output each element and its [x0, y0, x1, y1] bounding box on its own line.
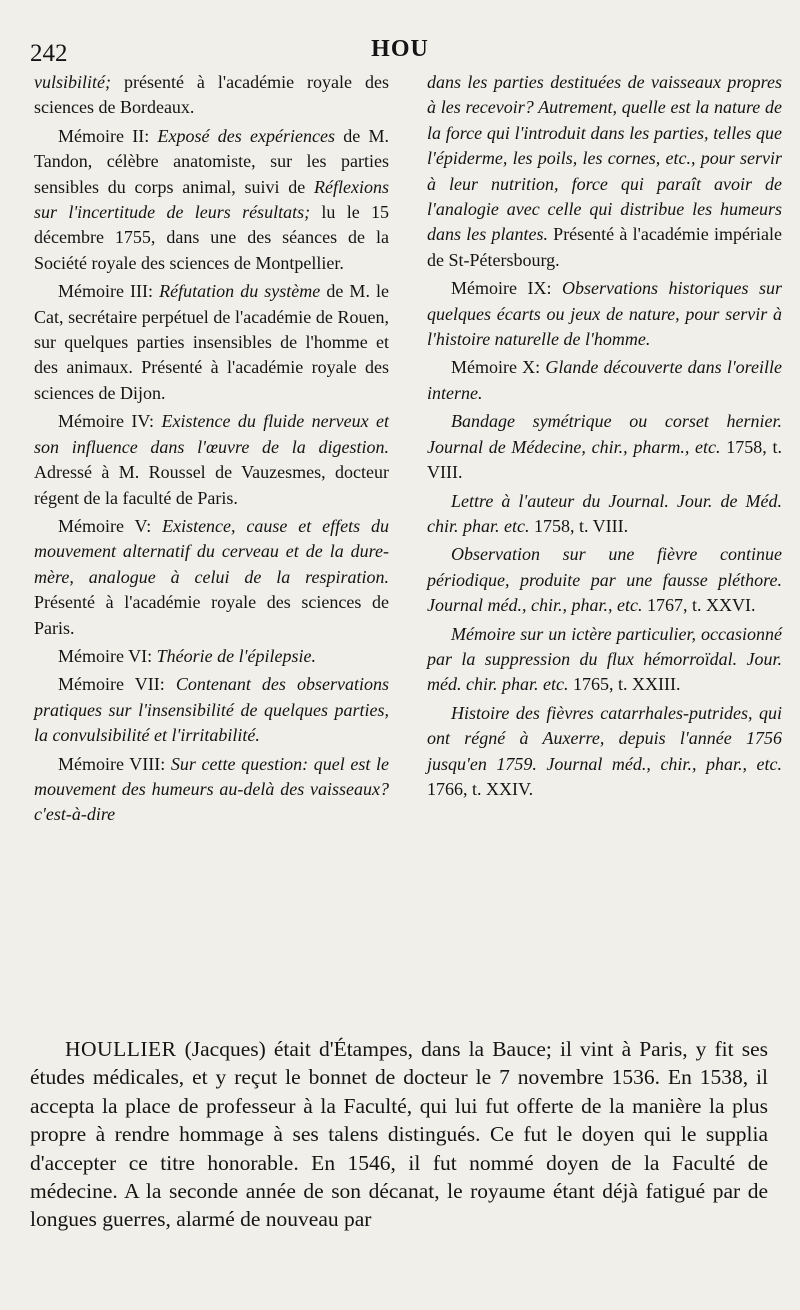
left-column: [34, 70, 389, 831]
paragraph: Mémoire sur un ictère particulier, occasionné par la suppression du flux hémorroïdal. Jour. méd. chir. phar. etc. 1765, t. XXIII.: [427, 623, 782, 695]
paragraph: Mémoire IX: Observations historiques sur quelques écarts ou jeux de nature, pour servir à l'histoire naturelle de l'homme.: [427, 278, 782, 350]
paragraph: Mémoire VIII: Sur cette question: quel est le mouvement des humeurs au-delà des vaisseaux? c'est-à-dire: [34, 753, 389, 825]
paragraph: Mémoire X: Glande découverte dans l'oreille interne.: [427, 357, 782, 403]
paragraph: Mémoire II: Exposé des expériences de M. Tandon, célèbre anatomiste, sur les parties sensibles du corps animal, suivi de Réflexions sur l'incertitude de leurs résultats; lu le 15 décembre 1755, dans une des séances de la Société royale des sciences de Montpellier.: [34, 125, 390, 273]
paragraph: Histoire des fièvres catarrhales-putrides, qui ont régné à Auxerre, depuis l'année 1756 jusqu'en 1759. Journal méd., chir., phar., etc. 1766, t. XXIV.: [427, 702, 782, 799]
paragraph: vulsibilité; présenté à l'académie royale des sciences de Bordeaux.: [34, 72, 389, 118]
paragraph: Bandage symétrique ou corset hernier. Journal de Médecine, chir., pharm., etc. 1758, t. VIII.: [427, 411, 782, 483]
paragraph: Mémoire VI: Théorie de l'épilepsie.: [58, 645, 316, 666]
paragraph: Mémoire V: Existence, cause et effets du mouvement alternatif du cerveau et de la dure-mère, analogue à celui de la respiration. Présenté à l'académie royale des sciences de Paris.: [34, 515, 389, 638]
paragraph: HOULLIER (Jacques) était d'Étampes, dans la Bauce; il vint à Paris, y fit ses études médicales, et y reçut le bonnet de docteur le 7 novembre 1536. En 1538, il accepta la place de professeur à la Faculté, qui lui fut offerte de la manière la plus propre à rendre hommage à ses talens distingués. Ce fut le doyen qui le supplia d'accepter ce titre honorable. En 1546, il fut nommé doyen de la Faculté de médecine. A la seconde année de son décanat, le royaume étant déjà fatigué par de longues guerres, alarmé de nouveau par: [30, 1037, 768, 1232]
paragraph: dans les parties destituées de vaisseaux propres à les recevoir? Autrement, quelle est la nature de la force qui l'introduit dans les parties, telles que l'épiderme, les poils, les cornes, etc., pour servir à leur nutrition, force qui paraît avoir de l'analogie avec celle qui distribue les humeurs dans les plantes. Présenté à l'académie impériale de St-Pétersbourg.: [427, 72, 782, 270]
paragraph: Mémoire IV: Existence du fluide nerveux et son influence dans l'œuvre de la digestion. Adressé à M. Roussel de Vauzesmes, docteur régent de la faculté de Paris.: [34, 411, 390, 508]
paragraph: Mémoire III: Réfutation du système de M. le Cat, secrétaire perpétuel de l'académie de Rouen, sur quelques parties insensibles de l'homme et des animaux. Présenté à l'académie royale des sciences de Dijon.: [34, 281, 390, 403]
paragraph: Lettre à l'auteur du Journal. Jour. de Méd. chir. phar. etc. 1758, t. VIII.: [427, 490, 782, 536]
entry-name: HOULLIER: [65, 1037, 177, 1061]
biography-entry: [30, 1035, 768, 1234]
paragraph: Mémoire VII: Contenant des observations pratiques sur l'insensibilité de quelques parties, la convulsibilité et l'irritabilité.: [34, 674, 389, 746]
right-column: [427, 70, 782, 831]
page-number: 242: [30, 40, 68, 67]
paragraph: Observation sur une fièvre continue périodique, produite par une fausse pléthore. Journal méd., chir., phar., etc. 1767, t. XXVI.: [427, 544, 782, 616]
two-column-body: [34, 70, 782, 831]
running-head: HOU: [371, 36, 429, 62]
